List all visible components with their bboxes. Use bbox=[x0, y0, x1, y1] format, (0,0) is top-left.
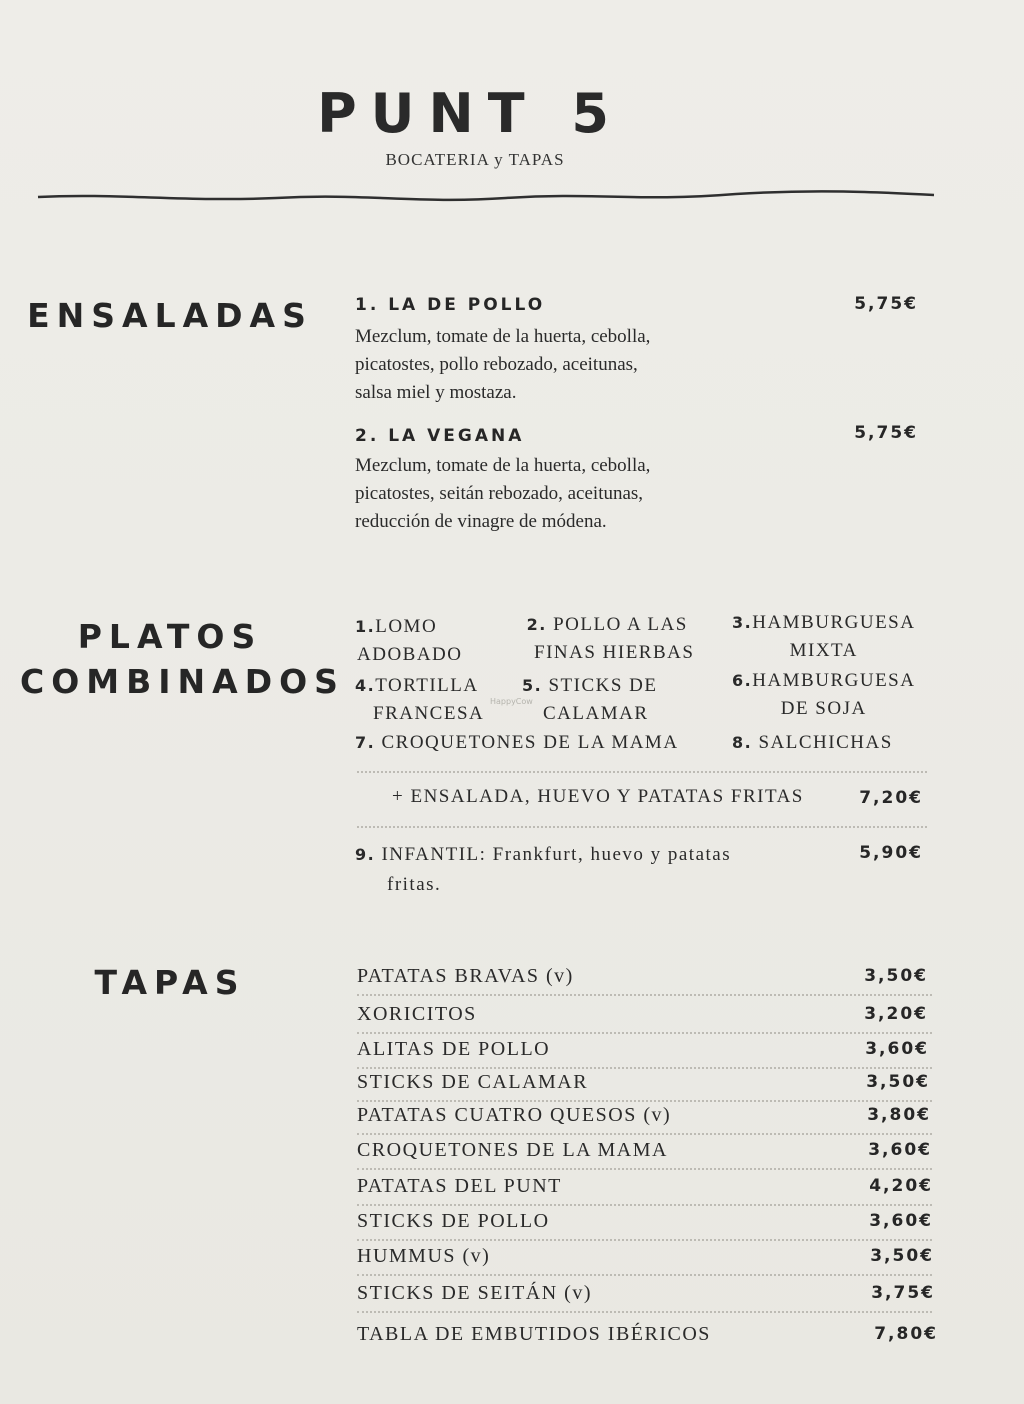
combo-number: 4. bbox=[355, 676, 376, 695]
combo-number: 5. bbox=[522, 676, 543, 695]
dotted-separator bbox=[357, 1100, 932, 1102]
tapa-price: 3,60€ bbox=[869, 1211, 933, 1231]
combo-number: 9. bbox=[355, 845, 376, 864]
combo-label: SALCHICHAS bbox=[758, 732, 893, 753]
restaurant-subtitle: BOCATERIA y TAPAS bbox=[385, 150, 565, 169]
ensalada-name: 1. LA DE POLLO bbox=[355, 295, 546, 315]
combo-label: FINAS HIERBAS bbox=[534, 642, 695, 663]
section-title-platos bbox=[20, 614, 345, 704]
tapa-name: CROQUETONES DE LA MAMA bbox=[357, 1139, 668, 1161]
description-line: Mezclum, tomate de la huerta, cebolla, bbox=[355, 455, 651, 476]
tapa-name: STICKS DE CALAMAR bbox=[357, 1071, 589, 1093]
combo-item bbox=[732, 729, 893, 757]
combo-number: 6. bbox=[732, 671, 753, 690]
tapa-name: ALITAS DE POLLO bbox=[357, 1038, 551, 1060]
dotted-separator bbox=[357, 1311, 932, 1313]
tapa-price: 4,20€ bbox=[869, 1176, 933, 1196]
tapa-price: 3,80€ bbox=[867, 1105, 931, 1125]
combo-label: STICKS DE bbox=[548, 675, 658, 696]
restaurant-title: PUNT 5 bbox=[317, 82, 623, 145]
combo-item bbox=[732, 667, 915, 723]
description-line: reducción de vinagre de módena. bbox=[355, 511, 607, 532]
section-title-line: COMBINADOS bbox=[20, 662, 345, 701]
description-line: Mezclum, tomate de la huerta, cebolla, bbox=[355, 326, 651, 347]
tapa-name: PATATAS BRAVAS (v) bbox=[357, 965, 574, 987]
description-line: picatostes, pollo rebozado, aceitunas, bbox=[355, 354, 638, 375]
ensalada-description bbox=[355, 452, 775, 536]
dotted-separator bbox=[357, 826, 927, 828]
combo-label: MIXTA bbox=[789, 640, 858, 661]
infantil-label: INFANTIL: Frankfurt, huevo y patatas bbox=[381, 844, 732, 865]
combo-label: ADOBADO bbox=[357, 644, 463, 665]
section-title-ensaladas: ENSALADAS bbox=[27, 296, 313, 335]
section-title-tapas: TAPAS bbox=[94, 963, 246, 1002]
description-line: salsa miel y mostaza. bbox=[355, 382, 517, 403]
combo-item bbox=[732, 609, 915, 665]
tapa-name: STICKS DE SEITÁN (v) bbox=[357, 1282, 592, 1304]
dotted-separator bbox=[357, 1032, 932, 1034]
combo-item bbox=[522, 672, 658, 728]
dotted-separator bbox=[357, 1168, 932, 1170]
ensalada-description bbox=[355, 323, 775, 407]
combo-number: 8. bbox=[732, 733, 753, 752]
watermark-text: HappyCow bbox=[490, 697, 533, 706]
tapa-name: XORICITOS bbox=[357, 1003, 477, 1025]
tapa-price: 3,50€ bbox=[866, 1072, 930, 1092]
dotted-separator bbox=[357, 771, 927, 773]
combo-item bbox=[355, 672, 484, 728]
wave-divider bbox=[36, 184, 936, 214]
combo-label: HAMBURGUESA bbox=[752, 612, 916, 633]
description-line: picatostes, seitán rebozado, aceitunas, bbox=[355, 483, 644, 504]
tapa-price: 3,60€ bbox=[868, 1140, 932, 1160]
combo-label: CALAMAR bbox=[543, 703, 649, 724]
combo-extra-text: + ENSALADA, HUEVO Y PATATAS FRITAS bbox=[392, 786, 804, 807]
ensalada-price: 5,75€ bbox=[854, 294, 918, 314]
infantil-price: 5,90€ bbox=[859, 843, 923, 863]
tapa-price: 3,60€ bbox=[865, 1039, 929, 1059]
tapa-price: 3,75€ bbox=[871, 1283, 935, 1303]
dotted-separator bbox=[357, 1067, 932, 1069]
dotted-separator bbox=[357, 1204, 932, 1206]
dotted-separator bbox=[357, 1274, 932, 1276]
dotted-separator bbox=[357, 994, 932, 996]
combo-extra-price: 7,20€ bbox=[859, 788, 923, 808]
tapa-name: PATATAS DEL PUNT bbox=[357, 1175, 562, 1197]
ensalada-name: 2. LA VEGANA bbox=[355, 426, 525, 446]
combo-number: 2. bbox=[526, 615, 547, 634]
dotted-separator bbox=[357, 1133, 932, 1135]
tapa-price: 3,20€ bbox=[864, 1004, 928, 1024]
tapa-name: PATATAS CUATRO QUESOS (v) bbox=[357, 1104, 672, 1126]
combo-item bbox=[355, 613, 463, 669]
combo-item bbox=[520, 611, 694, 667]
combo-label: POLLO A LAS bbox=[553, 614, 688, 635]
tapa-price: 3,50€ bbox=[870, 1246, 934, 1266]
combo-item bbox=[355, 729, 679, 757]
combo-label: LOMO bbox=[375, 616, 438, 637]
combo-label: FRANCESA bbox=[373, 703, 485, 724]
combo-label: CROQUETONES DE LA MAMA bbox=[381, 732, 679, 753]
combo-number: 1. bbox=[355, 617, 376, 636]
combo-label: HAMBURGUESA bbox=[752, 670, 916, 691]
ensalada-price: 5,75€ bbox=[854, 423, 918, 443]
infantil-label: fritas. bbox=[387, 874, 442, 895]
tapa-price: 3,50€ bbox=[864, 966, 928, 986]
combo-number: 3. bbox=[732, 613, 753, 632]
tapa-name: TABLA DE EMBUTIDOS IBÉRICOS bbox=[357, 1323, 711, 1345]
tapa-name: STICKS DE POLLO bbox=[357, 1210, 550, 1232]
tapa-name: HUMMUS (v) bbox=[357, 1245, 491, 1267]
infantil-item bbox=[355, 840, 731, 900]
combo-label: DE SOJA bbox=[780, 698, 867, 719]
dotted-separator bbox=[357, 1239, 932, 1241]
tapa-price: 7,80€ bbox=[874, 1324, 938, 1344]
combo-label: TORTILLA bbox=[375, 675, 479, 696]
section-title-line: PLATOS bbox=[77, 617, 263, 656]
combo-number: 7. bbox=[355, 733, 376, 752]
